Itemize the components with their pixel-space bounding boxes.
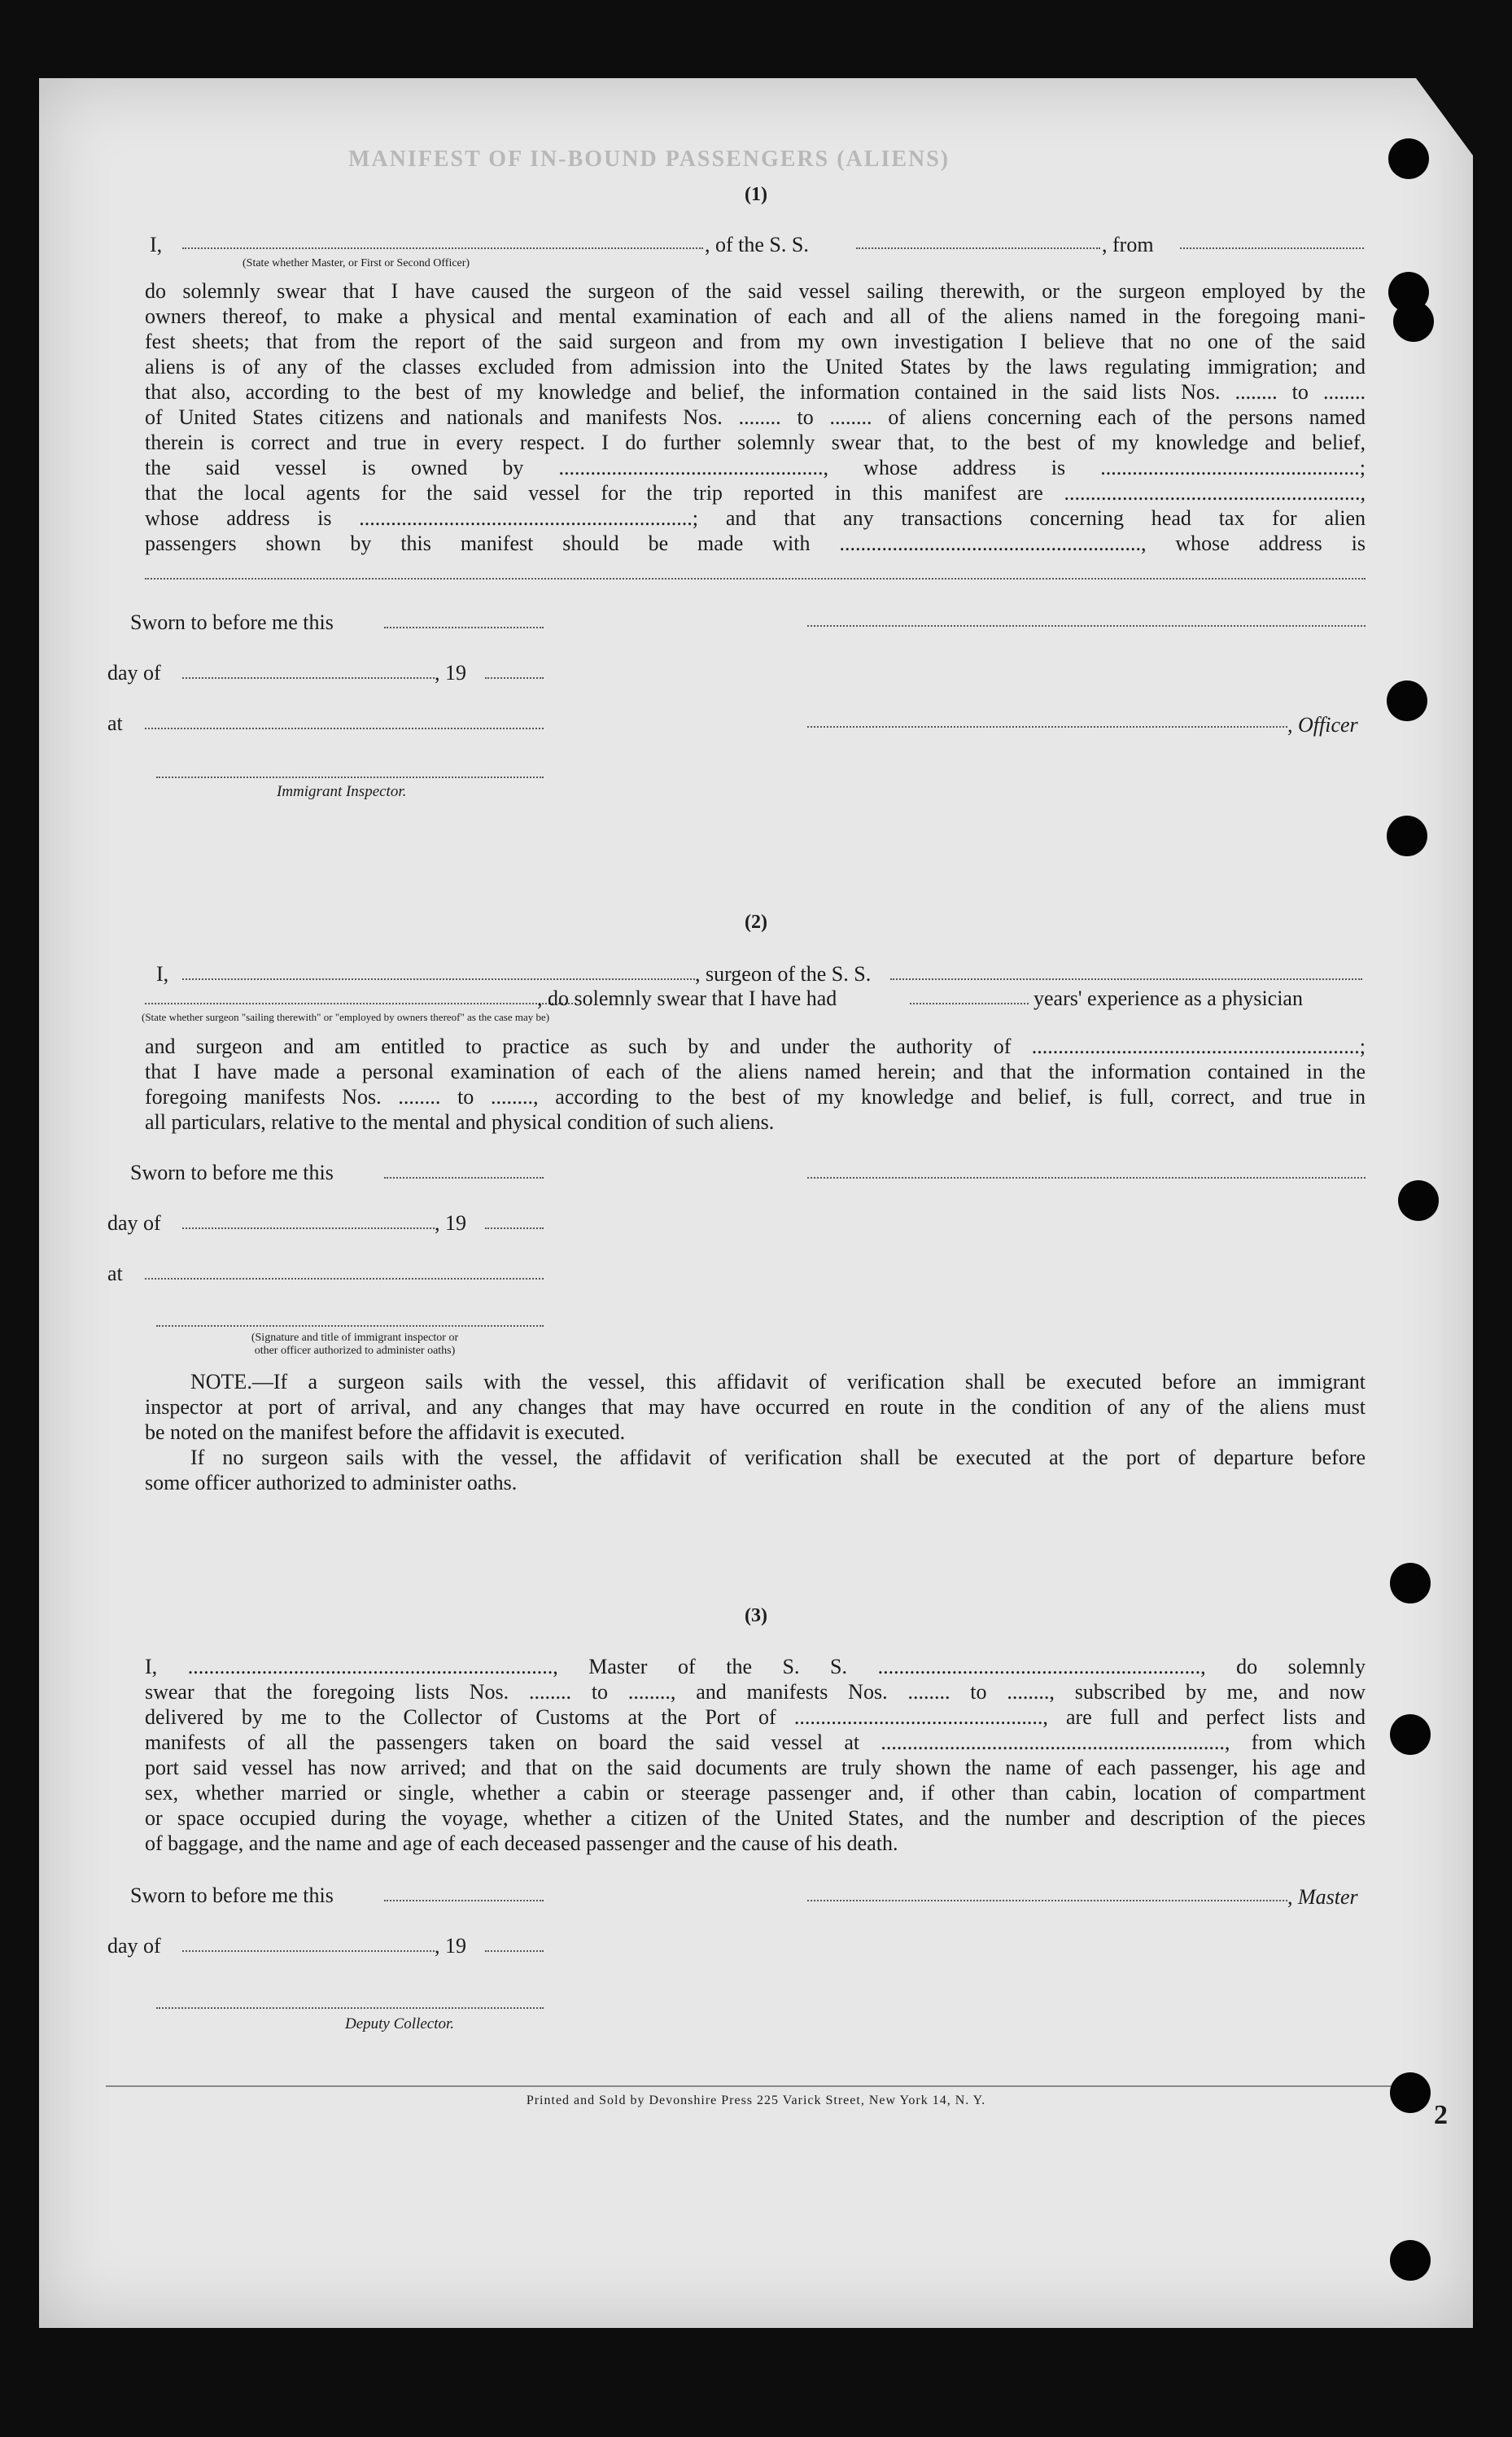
binder-hole <box>1398 1180 1439 1221</box>
s2-sworn-label: Sworn to before me this <box>130 1161 334 1184</box>
s1-line: fest sheets; that from the report of the said surgeon and from my own investigation I believe that no one of the said <box>145 330 1366 353</box>
s2-line: foregoing manifests Nos. ........ to ........, according to the best of my knowledge and belief, is full, correct, and true in <box>145 1085 1366 1109</box>
s3-line: delivered by me to the Collector of Customs at the Port of ..............................................., are full and perfect lists and <box>145 1705 1366 1729</box>
s3-day-label: day of <box>107 1934 161 1958</box>
s2-type-note: (State whether surgeon "sailing therewith" or "employed by owners thereof" as the case may be) <box>142 1011 550 1023</box>
s1-line: aliens is of any of the classes excluded from admission into the United States by the laws regulating immigration; and <box>145 355 1366 378</box>
section-2-number: (2) <box>745 912 767 933</box>
binder-hole <box>1393 301 1434 342</box>
s2-officer-line <box>156 1325 544 1327</box>
page-number: 2 <box>1434 2100 1448 2130</box>
note-line: some officer authorized to administer oaths. <box>145 1471 518 1494</box>
s1-from-label: , from <box>1102 233 1154 256</box>
s1-line: passengers shown by this manifest should be made with ........................................................., whose address is <box>145 532 1366 555</box>
s1-officer-sig-line <box>807 726 1287 728</box>
s3-collector-label: Deputy Collector. <box>345 2015 455 2032</box>
s2-years-line <box>910 1003 1029 1004</box>
s3-line: port said vessel has now arrived; and that on the said documents are truly shown the name of each passenger, his age and <box>145 1756 1366 1779</box>
s1-line: whose address is ...............................................................; and that any transactions concerning head tax for alien <box>145 506 1366 530</box>
folded-corner <box>1416 78 1473 155</box>
s2-sworn-line <box>384 1177 544 1179</box>
s1-year-line <box>485 677 544 679</box>
s2-year-label: , 19 <box>435 1211 466 1235</box>
s1-officer-note: (State whether Master, or First or Second Officer) <box>243 257 470 269</box>
s3-sworn-label: Sworn to before me this <box>130 1884 334 1907</box>
s2-day-line <box>182 1227 435 1229</box>
s2-type-line <box>145 1003 576 1004</box>
s2-line: and surgeon and am entitled to practice as such by and under the authority of ..............................................................; <box>145 1035 1366 1058</box>
s3-line: swear that the foregoing lists Nos. ........ to ........, and manifests Nos. ........ to ........, subscribed by me, and now <box>145 1680 1366 1704</box>
s1-sworn-line <box>384 627 544 628</box>
s3-collector-line <box>156 2007 544 2009</box>
s2-at-line <box>145 1278 544 1280</box>
note-line: be noted on the manifest before the affidavit is executed. <box>145 1420 626 1444</box>
binder-hole <box>1390 2240 1431 2281</box>
s1-line: therein is correct and true in every respect. I do further solemnly swear that, to the best of my knowledge and belief, <box>145 431 1366 454</box>
s1-ss-label: , of the S. S. <box>705 233 809 256</box>
section-3-number: (3) <box>745 1605 767 1626</box>
s3-year-line <box>485 1950 544 1952</box>
s1-sworn-label: Sworn to before me this <box>130 610 334 634</box>
s3-line: I, ....................................................................., Master of the S. S. ............................................................., do solemnly <box>145 1655 1366 1678</box>
binder-hole <box>1387 816 1427 856</box>
s2-at-label: at <box>107 1262 123 1285</box>
s3-master-label: , Master <box>1287 1885 1358 1909</box>
note-line: If no surgeon sails with the vessel, the affidavit of verification shall be executed at the port of departure before <box>190 1446 1366 1469</box>
binder-hole <box>1390 1714 1431 1755</box>
section-3-body <box>145 1654 1366 1856</box>
s2-line: all particulars, relative to the mental and physical condition of such aliens. <box>145 1110 775 1134</box>
s1-year-label: , 19 <box>435 661 466 685</box>
s1-officer-label: , Officer <box>1287 713 1358 737</box>
section-1-body <box>145 278 1366 556</box>
faint-header: MANIFEST OF IN-BOUND PASSENGERS (ALIENS) <box>348 147 950 172</box>
s2-sig-note-1: (Signature and title of immigrant inspector or <box>251 1332 459 1344</box>
binder-hole <box>1387 680 1427 721</box>
s3-line: manifests of all the passengers taken on board the said vessel at ................................................................., from which <box>145 1730 1366 1754</box>
s3-year-label: , 19 <box>435 1934 466 1958</box>
s1-inspector-label: Immigrant Inspector. <box>277 783 407 800</box>
s1-i-label: I, <box>150 233 163 256</box>
s1-line: owners thereof, to make a physical and mental examination of each and all of the aliens named in the foregoing mani- <box>145 304 1366 328</box>
section-1-number: (1) <box>745 184 767 205</box>
binder-hole <box>1390 1563 1431 1604</box>
form-page <box>39 78 1473 2328</box>
s1-line: the said vessel is owned by .................................................., whose address is .................................................; <box>145 456 1366 479</box>
s1-inspector-line <box>156 777 544 778</box>
s2-years-label: years' experience as a physician <box>1033 987 1303 1010</box>
note-line: inspector at port of arrival, and any changes that may have occurred en route in the condition of any of the aliens must <box>145 1395 1366 1419</box>
section-2-body <box>145 1034 1366 1135</box>
s1-line: that the local agents for the said vessel for the trip reported in this manifest are ........................................................, <box>145 481 1366 505</box>
s1-vessel-line <box>856 247 1100 249</box>
footer-rule <box>106 2085 1400 2087</box>
s3-master-line <box>807 1900 1287 1901</box>
s2-surgeon-line <box>182 978 695 980</box>
s2-swear-label: , do solemnly swear that I have had <box>537 987 837 1010</box>
note-block <box>145 1369 1366 1495</box>
s2-sig-note-2: other officer authorized to administer oaths) <box>254 1345 456 1357</box>
note-line: NOTE.—If a surgeon sails with the vessel, this affidavit of verification shall be executed before an immigrant <box>190 1370 1366 1394</box>
s1-line: that also, according to the best of my knowledge and belief, the information contained in the said lists Nos. ........ to ........ <box>145 380 1366 404</box>
s3-line: of baggage, and the name and age of each deceased passenger and the cause of his death. <box>145 1831 898 1855</box>
s2-day-label: day of <box>107 1211 161 1235</box>
s2-line: that I have made a personal examination of each of the aliens named herein; and that the information contained in the <box>145 1060 1366 1083</box>
s2-ss-label: , surgeon of the S. S. <box>695 962 872 986</box>
s1-day-line <box>182 677 435 679</box>
binder-hole <box>1390 2072 1431 2113</box>
s3-line: or space occupied during the voyage, whether a citizen of the United States, and the number and description of the pieces <box>145 1806 1366 1830</box>
s3-sworn-line <box>384 1900 544 1901</box>
s2-sig-line <box>807 1177 1366 1179</box>
binder-hole <box>1388 138 1429 179</box>
s1-from-line <box>1180 247 1364 249</box>
s2-vessel-line <box>890 978 1362 980</box>
s2-year-line <box>485 1227 544 1229</box>
printer-credit: Printed and Sold by Devonshire Press 225 Varick Street, New York 14, N. Y. <box>526 2094 986 2107</box>
s2-i-label: I, <box>156 962 169 986</box>
s1-officer-line <box>182 247 703 249</box>
s1-line: of United States citizens and nationals and manifests Nos. ........ to ........ of aliens concerning each of the persons named <box>145 405 1366 429</box>
s1-address-line <box>145 578 1366 580</box>
s1-line: do solemnly swear that I have caused the surgeon of the said vessel sailing therewith, or the surgeon employed by the <box>145 279 1366 303</box>
s1-day-label: day of <box>107 661 161 685</box>
s1-at-label: at <box>107 711 123 735</box>
s3-day-line <box>182 1950 435 1952</box>
s1-at-line <box>145 728 544 729</box>
s1-sig-line <box>807 625 1366 627</box>
s3-line: sex, whether married or single, whether a cabin or steerage passenger and, if other than cabin, location of compartment <box>145 1781 1366 1805</box>
